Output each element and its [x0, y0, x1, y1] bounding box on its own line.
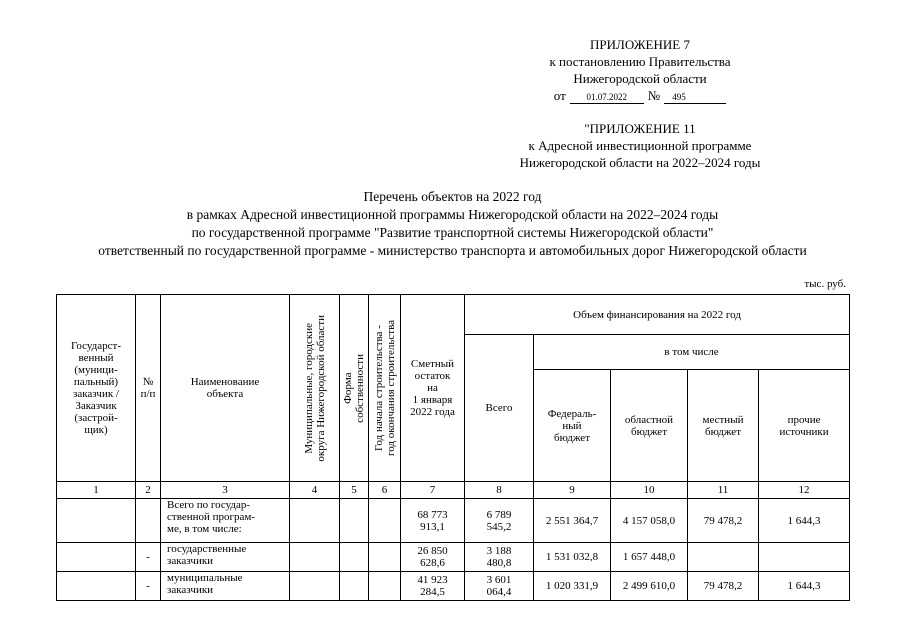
column-number: 8 [465, 482, 534, 499]
cell-total: 6 789 545,2 [465, 499, 534, 543]
from-label: от [553, 88, 566, 103]
cell-local [688, 543, 759, 572]
column-number: 9 [534, 482, 611, 499]
cell-ownership [340, 543, 369, 572]
cell-estimate: 26 850 628,6 [401, 543, 465, 572]
cell-municipal [290, 572, 340, 601]
header-including: в том числе [534, 335, 850, 370]
decree-number: 495 [664, 92, 726, 104]
cell-year [369, 499, 401, 543]
header-number: № п/п [136, 295, 161, 482]
cell-other: 1 644,3 [759, 572, 850, 601]
cell-object-name: государственные заказчики [161, 543, 290, 572]
table-row-state-customers [57, 543, 850, 572]
appendix-7-dateline [500, 87, 780, 104]
cell-regional: 4 157 058,0 [611, 499, 688, 543]
appendix-7-block [500, 36, 780, 104]
header-ownership: Форма собственности [342, 353, 366, 423]
header-other: прочие источники [759, 370, 850, 482]
column-number: 7 [401, 482, 465, 499]
cell-ownership [340, 499, 369, 543]
column-number: 1 [57, 482, 136, 499]
cell-federal: 1 020 331,9 [534, 572, 611, 601]
header-regional: областной бюджет [611, 370, 688, 482]
document-title-line-2: в рамках Адресной инвестиционной программы Нижегородской области на 2022–2024 годы [186, 207, 719, 222]
cell-customer [57, 543, 136, 572]
header-customer: Государст- венный (муници- пальный) заказчик / Заказчик (застрой- щик) [57, 295, 136, 482]
appendix-11-line-2: Нижегородской области на 2022–2024 годы [519, 155, 761, 170]
cell-regional: 2 499 610,0 [611, 572, 688, 601]
cell-federal: 2 551 364,7 [534, 499, 611, 543]
header-financing: Объем финансирования на 2022 год [465, 295, 850, 335]
document-title-line-1: Перечень объектов на 2022 год [363, 189, 542, 204]
column-number: 11 [688, 482, 759, 499]
header-estimate: Сметный остаток на 1 января 2022 года [401, 295, 465, 482]
appendix-7-title: ПРИЛОЖЕНИЕ 7 [590, 37, 690, 52]
column-number: 12 [759, 482, 850, 499]
header-ownership-cell [340, 295, 369, 482]
cell-number [136, 499, 161, 543]
cell-other: 1 644,3 [759, 499, 850, 543]
cell-municipal [290, 543, 340, 572]
table-row-total [57, 499, 850, 543]
cell-federal: 1 531 032,8 [534, 543, 611, 572]
units-label: тыс. руб. [804, 278, 846, 290]
cell-estimate: 41 923 284,5 [401, 572, 465, 601]
table-row-municipal-customers [57, 572, 850, 601]
cell-local: 79 478,2 [688, 499, 759, 543]
cell-regional: 1 657 448,0 [611, 543, 688, 572]
column-number: 4 [290, 482, 340, 499]
header-year: Год начала строительства - год окончания строительства [372, 320, 397, 456]
header-municipal-cell [290, 295, 340, 482]
appendix-7-line-2: Нижегородской области [573, 71, 707, 86]
cell-total: 3 188 480,8 [465, 543, 534, 572]
number-label: № [647, 88, 661, 103]
decree-date: 01.07.2022 [570, 92, 644, 104]
column-number: 2 [136, 482, 161, 499]
header-name: Наименование объекта [161, 295, 290, 482]
cell-municipal [290, 499, 340, 543]
cell-customer [57, 499, 136, 543]
column-number: 10 [611, 482, 688, 499]
cell-other [759, 543, 850, 572]
cell-estimate: 68 773 913,1 [401, 499, 465, 543]
cell-ownership [340, 572, 369, 601]
header-municipal: Муниципальные, городские округа Нижегородской области [302, 314, 327, 462]
cell-year [369, 543, 401, 572]
appendix-11-block [500, 120, 780, 171]
cell-local: 79 478,2 [688, 572, 759, 601]
cell-year [369, 572, 401, 601]
header-year-cell [369, 295, 401, 482]
document-title-line-3: по государственной программе "Развитие транспортной системы Нижегородской области" [191, 225, 714, 240]
cell-number: - [136, 572, 161, 601]
appendix-11-title: "ПРИЛОЖЕНИЕ 11 [584, 121, 696, 136]
cell-object-name: муниципальные заказчики [161, 572, 290, 601]
objects-table [56, 294, 850, 601]
header-federal: Федераль- ный бюджет [534, 370, 611, 482]
appendix-11-line-1: к Адресной инвестиционной программе [528, 138, 752, 153]
cell-object-name: Всего по государ- ственной програм- ме, в том числе: [161, 499, 290, 543]
appendix-7-line-1: к постановлению Правительства [549, 54, 731, 69]
header-local: местный бюджет [688, 370, 759, 482]
header-total: Всего [465, 335, 534, 482]
column-numbers-row [57, 482, 850, 499]
column-number: 5 [340, 482, 369, 499]
column-number: 3 [161, 482, 290, 499]
document-title [0, 188, 905, 260]
cell-number: - [136, 543, 161, 572]
cell-customer [57, 572, 136, 601]
cell-total: 3 601 064,4 [465, 572, 534, 601]
column-number: 6 [369, 482, 401, 499]
document-title-line-4: ответственный по государственной программе - министерство транспорта и автомобильных дорог Нижегородской области [98, 243, 807, 258]
